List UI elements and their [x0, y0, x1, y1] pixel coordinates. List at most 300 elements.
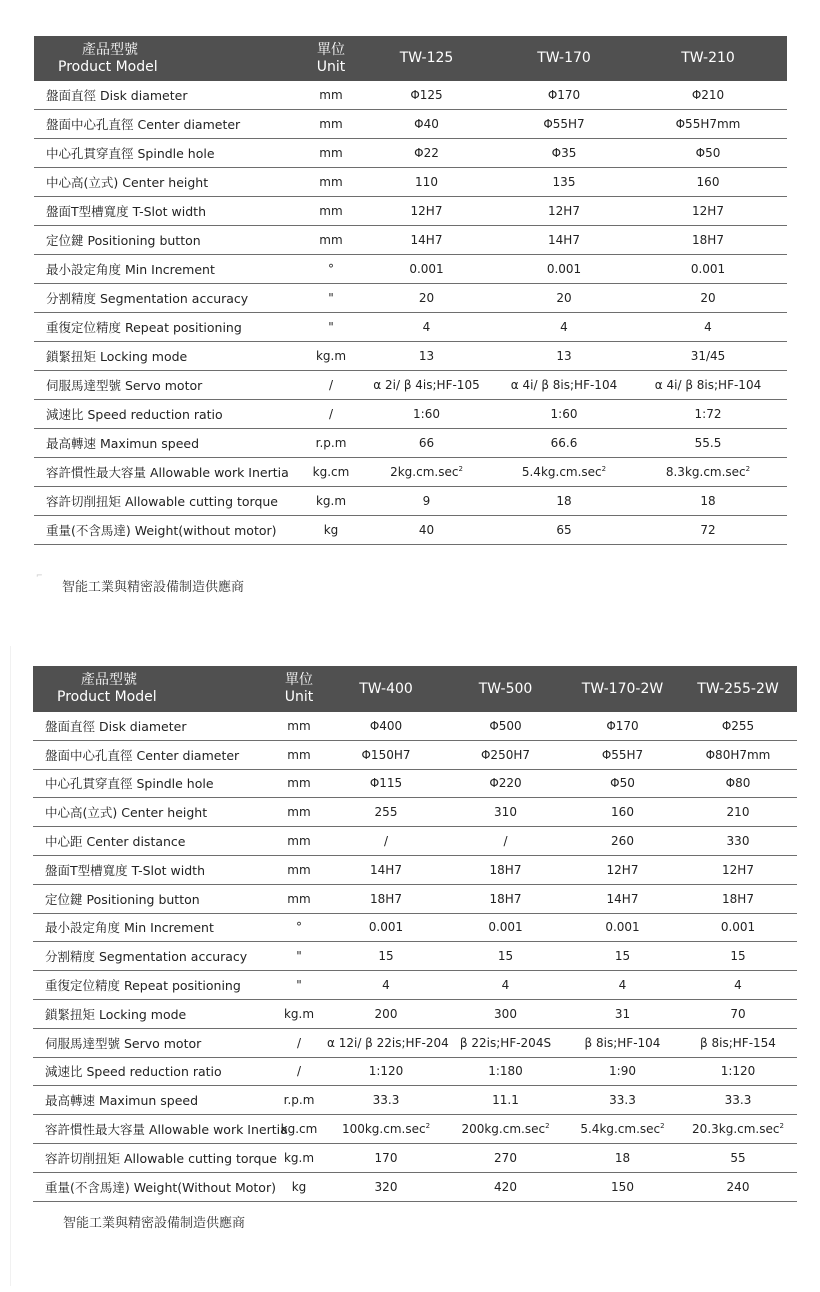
param-label: 容許切削扭矩 Allowable cutting torque [33, 1143, 271, 1172]
value-text: Φ170 [547, 88, 581, 102]
value-text: 15 [614, 949, 631, 964]
value-text: 1:120 [368, 1064, 404, 1079]
unit-en: Unit [316, 58, 346, 75]
unit-cell: mm [271, 712, 327, 740]
value-cell [445, 769, 566, 798]
value-text: Φ400 [369, 718, 403, 733]
value-cell [445, 942, 566, 971]
value-cell [566, 884, 679, 913]
unit-cell: mm [308, 139, 354, 168]
param-label: 減速比 Speed reduction ratio [34, 400, 308, 429]
value-cell [445, 1086, 566, 1115]
value-text: Φ50 [610, 776, 635, 791]
unit-header [271, 666, 327, 712]
value-cell [566, 971, 679, 1000]
table-row [33, 1172, 797, 1201]
table-row [33, 1086, 797, 1115]
value-cell [499, 342, 629, 371]
value-cell [679, 1028, 797, 1057]
param-label: 減速比 Speed reduction ratio [33, 1057, 271, 1086]
value-cell [629, 197, 787, 226]
value-cell [354, 313, 499, 342]
table-row [33, 942, 797, 971]
unit-cell: r.p.m [308, 429, 354, 458]
param-label: 重量(不含馬達) Weight(without motor) [34, 516, 308, 545]
value-text: Φ80H7mm [705, 747, 771, 762]
value-cell [354, 168, 499, 197]
value-cell [445, 1172, 566, 1201]
table-row [34, 458, 787, 487]
value-cell [566, 798, 679, 827]
param-label: 中心高(立式) Center height [33, 798, 271, 827]
value-text: 72 [700, 523, 716, 537]
param-label: 最小設定角度 Min Increment [33, 913, 271, 942]
product-model-zh: 產品型號 [81, 672, 137, 688]
value-cell [499, 81, 629, 110]
value-cell [354, 342, 499, 371]
table-row [33, 999, 797, 1028]
value-cell [354, 371, 499, 400]
unit-cell: / [271, 1028, 327, 1057]
value-cell [445, 999, 566, 1028]
value-cell [566, 913, 679, 942]
value-cell [327, 1143, 445, 1172]
value-cell [499, 487, 629, 516]
value-cell [629, 313, 787, 342]
value-text: 255 [374, 805, 398, 820]
value-text: 420 [494, 1179, 517, 1194]
model-header-tw-170: TW-170 [499, 36, 629, 81]
value-text: 15 [497, 949, 514, 964]
value-text: 5.4kg.cm.sec [580, 1122, 661, 1137]
value-cell [629, 110, 787, 139]
value-cell [679, 884, 797, 913]
value-cell [499, 458, 629, 487]
unit-cell: kg.cm [308, 458, 354, 487]
value-text: 31 [614, 1006, 631, 1021]
value-text: 270 [494, 1150, 517, 1165]
table-row [34, 168, 787, 197]
value-text: 20 [556, 291, 572, 305]
param-label: 中心孔貫穿直徑 Spindle hole [33, 769, 271, 798]
superscript: 2 [660, 1122, 665, 1131]
value-text: 150 [611, 1179, 634, 1194]
value-cell [679, 740, 797, 769]
unit-cell: mm [271, 855, 327, 884]
value-text: 1:180 [488, 1064, 523, 1079]
value-cell [354, 487, 499, 516]
value-text: 12H7 [548, 204, 580, 218]
unit-cell: mm [271, 827, 327, 856]
value-cell [566, 1143, 679, 1172]
value-cell [445, 798, 566, 827]
value-text: 31/45 [690, 349, 726, 363]
param-label: 重復定位精度 Repeat positioning [34, 313, 308, 342]
value-text: 8.3kg.cm.sec [665, 465, 746, 479]
value-text: 4 [382, 978, 390, 993]
param-label: 分割精度 Segmentation accuracy [34, 284, 308, 313]
value-text: Φ50 [695, 146, 721, 160]
value-cell [445, 1028, 566, 1057]
unit-cell: mm [271, 769, 327, 798]
value-cell [566, 999, 679, 1028]
value-text: 310 [494, 805, 517, 820]
value-text: 33.3 [609, 1093, 636, 1108]
value-text: α 4i/ β 8is;HF-104 [510, 378, 618, 392]
value-text: 18H7 [489, 862, 522, 877]
value-text: 2kg.cm.sec [390, 465, 459, 479]
unit-cell: kg [308, 516, 354, 545]
unit-cell: mm [271, 740, 327, 769]
table-row [34, 516, 787, 545]
value-text: 18H7 [722, 891, 754, 906]
param-label: 定位鍵 Positioning button [33, 884, 271, 913]
value-cell [566, 1028, 679, 1057]
superscript: 2 [601, 465, 607, 473]
value-cell [327, 1172, 445, 1201]
value-text: Φ55H7mm [675, 117, 741, 131]
value-text: Φ55H7 [601, 747, 644, 762]
value-text: β 8is;HF-104 [584, 1035, 661, 1050]
value-text: Φ250H7 [480, 747, 530, 762]
value-cell [566, 1172, 679, 1201]
value-cell [499, 139, 629, 168]
param-label: 最小設定角度 Min Increment [34, 255, 308, 284]
spec-table-2 [33, 666, 797, 1202]
value-text: 0.001 [605, 920, 640, 935]
unit-cell: ° [271, 913, 327, 942]
table-header-row [34, 36, 787, 81]
value-text: Φ255 [721, 718, 755, 733]
table-row [33, 827, 797, 856]
table-row [33, 798, 797, 827]
value-cell [354, 197, 499, 226]
table-row [34, 400, 787, 429]
value-text: 20.3kg.cm.sec [692, 1122, 780, 1137]
value-text: β 8is;HF-154 [700, 1035, 776, 1050]
value-text: 0.001 [690, 262, 726, 276]
value-text: 20 [700, 291, 716, 305]
product-model-header [33, 666, 271, 712]
value-cell [679, 855, 797, 884]
value-cell [327, 913, 445, 942]
value-text: 4 [734, 978, 742, 993]
value-cell [354, 139, 499, 168]
value-text: Φ500 [489, 718, 522, 733]
unit-cell: " [271, 971, 327, 1000]
value-cell [679, 1086, 797, 1115]
value-cell [445, 971, 566, 1000]
value-text: 65 [556, 523, 572, 537]
value-text: 135 [552, 175, 576, 189]
param-label: 最高轉速 Maximun speed [33, 1086, 271, 1115]
value-cell [327, 769, 445, 798]
unit-cell: kg.m [308, 342, 354, 371]
value-text: Φ80 [725, 776, 751, 791]
product-model-en: Product Model [58, 58, 158, 75]
value-cell [679, 999, 797, 1028]
value-cell [566, 855, 679, 884]
company-tagline: 智能工業與精密設備制造供應商 [62, 580, 245, 595]
value-text: 4 [704, 320, 712, 334]
value-cell [327, 1115, 445, 1144]
value-text: 210 [726, 805, 750, 820]
value-text: 260 [611, 834, 634, 849]
value-text: Φ55H7 [543, 117, 585, 131]
value-cell [566, 769, 679, 798]
table-row [33, 1115, 797, 1144]
table-row [34, 487, 787, 516]
param-label: 容許慣性最大容量 Allowable work Inertia [33, 1115, 271, 1144]
model-header-tw-170-2w: TW-170-2W [566, 666, 679, 712]
value-text: 0.001 [720, 920, 756, 935]
value-cell [354, 255, 499, 284]
unit-cell: kg.cm [271, 1115, 327, 1144]
value-cell [629, 255, 787, 284]
value-cell [499, 168, 629, 197]
param-label: 盤面中心孔直徑 Center diameter [34, 110, 308, 139]
value-text: 4 [422, 320, 431, 334]
value-text: 0.001 [488, 920, 523, 935]
value-text: 13 [418, 349, 435, 363]
unit-header [308, 36, 354, 81]
value-cell [629, 342, 787, 371]
value-text: 320 [374, 1179, 398, 1194]
value-cell [354, 110, 499, 139]
value-cell [327, 740, 445, 769]
value-cell [679, 1057, 797, 1086]
value-cell [327, 798, 445, 827]
value-cell [499, 429, 629, 458]
value-cell [327, 999, 445, 1028]
table-row [34, 197, 787, 226]
unit-en: Unit [284, 689, 314, 705]
value-cell [327, 712, 445, 740]
value-text: 12H7 [410, 204, 443, 218]
value-text: 13 [556, 349, 572, 363]
value-cell [445, 827, 566, 856]
param-label: 分割精度 Segmentation accuracy [33, 942, 271, 971]
value-text: 160 [696, 175, 720, 189]
value-cell [354, 400, 499, 429]
value-cell [629, 284, 787, 313]
model-header-tw-500: TW-500 [445, 666, 566, 712]
value-text: 5.4kg.cm.sec [521, 465, 602, 479]
value-text: 170 [374, 1150, 398, 1165]
value-text: 1:90 [609, 1064, 636, 1079]
product-model-header [34, 36, 308, 81]
table-row [34, 110, 787, 139]
table-row [33, 1143, 797, 1172]
value-text: 18H7 [692, 233, 724, 247]
value-text: 70 [730, 1006, 746, 1021]
table-row [33, 971, 797, 1000]
product-model-zh: 產品型號 [82, 41, 138, 58]
value-text: 1:60 [413, 407, 440, 421]
value-cell [566, 712, 679, 740]
superscript: 2 [458, 465, 463, 473]
model-header-tw-210: TW-210 [629, 36, 787, 81]
value-cell [629, 139, 787, 168]
table-row [33, 913, 797, 942]
value-text: 40 [418, 523, 435, 537]
value-text: 18 [700, 494, 716, 508]
table-row [34, 342, 787, 371]
value-cell [629, 429, 787, 458]
value-cell [445, 712, 566, 740]
param-label: 定位鍵 Positioning button [34, 226, 308, 255]
superscript: 2 [545, 1122, 550, 1131]
value-cell [445, 913, 566, 942]
value-text: 15 [730, 949, 746, 964]
spec-panel-1 [0, 0, 820, 640]
value-text: 14H7 [370, 862, 402, 877]
value-cell [499, 313, 629, 342]
corner-mark: ⌐ [36, 571, 43, 580]
param-label: 伺服馬達型號 Servo motor [34, 371, 308, 400]
param-label: 盤面中心孔直徑 Center diameter [33, 740, 271, 769]
param-label: 盤面T型槽寬度 T-Slot width [33, 855, 271, 884]
value-text: 20 [418, 291, 435, 305]
value-text: Φ210 [691, 88, 725, 102]
value-cell [499, 371, 629, 400]
spec-panel-2 [10, 646, 811, 1286]
table-row [33, 740, 797, 769]
param-label: 中心高(立式) Center height [34, 168, 308, 197]
value-text: 66 [418, 436, 435, 450]
value-cell [499, 226, 629, 255]
table-header-row [33, 666, 797, 712]
value-text: 4 [618, 978, 627, 993]
spec-rows [33, 712, 797, 1201]
unit-zh: 單位 [317, 41, 345, 58]
value-cell [327, 942, 445, 971]
param-label: 最高轉速 Maximun speed [34, 429, 308, 458]
value-cell [499, 516, 629, 545]
value-text: Φ150H7 [361, 747, 411, 762]
value-text: 4 [501, 978, 510, 993]
unit-cell: ° [308, 255, 354, 284]
value-cell [629, 400, 787, 429]
value-cell [566, 740, 679, 769]
param-label: 容許切削扭矩 Allowable cutting torque [34, 487, 308, 516]
value-cell [354, 516, 499, 545]
unit-cell: / [271, 1057, 327, 1086]
value-cell [499, 110, 629, 139]
value-text: 14H7 [606, 891, 639, 906]
unit-cell: mm [308, 81, 354, 110]
value-cell [354, 458, 499, 487]
value-cell [499, 255, 629, 284]
value-cell [354, 226, 499, 255]
value-text: 0.001 [409, 262, 444, 276]
value-text: 200kg.cm.sec [461, 1122, 546, 1137]
param-label: 鎖緊扭矩 Locking mode [33, 999, 271, 1028]
table-row [34, 371, 787, 400]
value-text: / [503, 834, 508, 849]
unit-cell: mm [308, 168, 354, 197]
unit-cell: mm [271, 884, 327, 913]
value-text: 12H7 [722, 862, 754, 877]
value-cell [679, 1143, 797, 1172]
value-cell [499, 284, 629, 313]
value-cell [354, 429, 499, 458]
value-text: 200 [374, 1006, 398, 1021]
value-cell [445, 1057, 566, 1086]
unit-cell: mm [308, 197, 354, 226]
table-row [33, 1028, 797, 1057]
value-text: 160 [611, 805, 634, 820]
unit-cell: kg.m [271, 999, 327, 1028]
value-cell [629, 226, 787, 255]
model-header-tw-400: TW-400 [327, 666, 445, 712]
value-text: 300 [494, 1006, 517, 1021]
value-text: 55.5 [694, 436, 722, 450]
value-text: 18H7 [370, 891, 402, 906]
table-row [34, 429, 787, 458]
table-row [34, 81, 787, 110]
value-text: Φ220 [489, 776, 522, 791]
product-model-en: Product Model [57, 689, 157, 705]
value-cell [327, 1086, 445, 1115]
value-text: Φ170 [606, 718, 639, 733]
value-cell [679, 798, 797, 827]
table-row [33, 769, 797, 798]
value-cell [629, 168, 787, 197]
value-cell [629, 458, 787, 487]
value-cell [327, 1028, 449, 1057]
unit-cell: kg.m [271, 1143, 327, 1172]
param-label: 盤面T型槽寬度 T-Slot width [34, 197, 308, 226]
value-text: 9 [422, 494, 431, 508]
value-text: β 22is;HF-204S [459, 1035, 552, 1050]
value-cell [354, 284, 499, 313]
value-cell [566, 1115, 679, 1144]
value-text: 110 [415, 175, 438, 189]
unit-zh: 單位 [285, 672, 313, 688]
param-label: 中心距 Center distance [33, 827, 271, 856]
value-cell [629, 487, 787, 516]
value-text: 1:60 [550, 407, 578, 421]
unit-cell: kg [271, 1172, 327, 1201]
value-text: 33.3 [372, 1093, 400, 1108]
value-text: 18 [614, 1150, 631, 1165]
value-cell [499, 197, 629, 226]
param-label: 伺服馬達型號 Servo motor [33, 1028, 271, 1057]
value-cell [629, 371, 787, 400]
value-cell [445, 740, 566, 769]
value-text: 100kg.cm.sec [341, 1122, 426, 1137]
table-row [33, 1057, 797, 1086]
value-text: Φ22 [414, 146, 439, 160]
unit-cell: kg.m [308, 487, 354, 516]
value-text: Φ35 [551, 146, 577, 160]
value-text: 18 [556, 494, 572, 508]
unit-cell: mm [308, 226, 354, 255]
table-row [34, 255, 787, 284]
value-text: Φ115 [369, 776, 403, 791]
table-row [34, 139, 787, 168]
unit-cell: " [308, 284, 354, 313]
unit-cell: / [308, 371, 354, 400]
value-cell [679, 1172, 797, 1201]
value-cell [327, 884, 445, 913]
table-row [34, 313, 787, 342]
value-cell [629, 516, 787, 545]
value-cell [445, 1143, 566, 1172]
unit-cell: r.p.m [271, 1086, 327, 1115]
superscript: 2 [745, 465, 751, 473]
